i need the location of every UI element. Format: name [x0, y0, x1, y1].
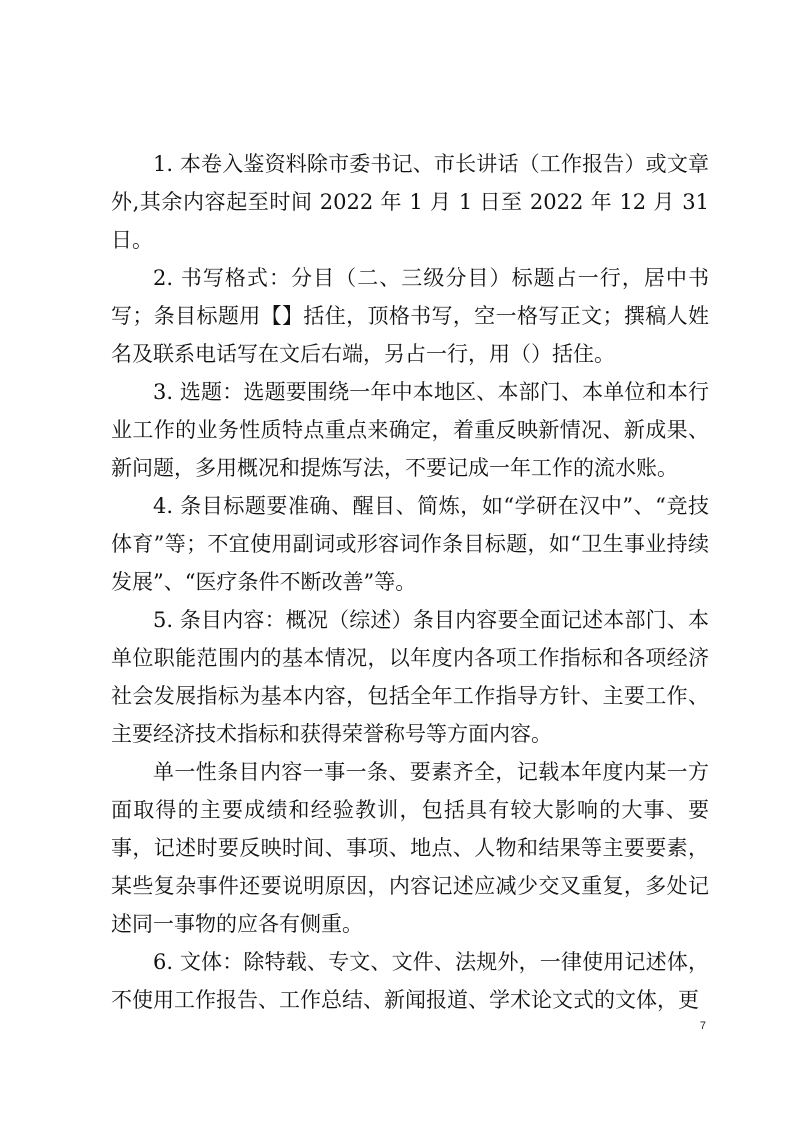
paragraph-2: 2. 书写格式：分目（二、三级分目）标题占一行，居中书写；条目标题用【】括住，顶格书写，空一格写正文；撰稿人姓名及联系电话写在文后右端，另占一行，用（）括住。: [111, 266, 709, 366]
paragraph-1: 1. 本卷入鉴资料除市委书记、市长讲话（工作报告）或文章外,其余内容起至时间 2022 年 1 月 1 日至 2022 年 12 月 31 日。: [111, 152, 709, 252]
paragraph-3: 3. 选题：选题要围绕一年中本地区、本部门、本单位和本行业工作的业务性质特点重点来确定，着重反映新情况、新成果、新问题，多用概况和提炼写法，不要记成一年工作的流水账。: [111, 380, 709, 480]
document-body: [111, 145, 709, 1019]
paragraph-4: 4. 条目标题要准确、醒目、简炼，如“学研在汉中”、“竞技体育”等；不宜使用副词或形容词作条目标题，如“卫生事业持续发展”、“医疗条件不断改善”等。: [111, 494, 709, 594]
paragraph-5: 5. 条目内容：概况（综述）条目内容要全面记述本部门、本单位职能范围内的基本情况，以年度内各项工作指标和各项经济社会发展指标为基本内容，包括全年工作指导方针、主要工作、主要经济技术指标和获得荣誉称号等方面内容。: [111, 608, 709, 746]
paragraph-6: 单一性条目内容一事一条、要素齐全，记载本年度内某一方面取得的主要成绩和经验教训，包括具有较大影响的大事、要事，记述时要反映时间、事项、地点、人物和结果等主要要素，某些复杂事件还要说明原因，内容记述应减少交叉重复，多处记述同一事物的应各有侧重。: [111, 760, 709, 936]
page-number: 7: [699, 1020, 706, 1032]
paragraph-7: 6. 文体：除特载、专文、文件、法规外，一律使用记述体，不使用工作报告、工作总结、新闻报道、学术论文式的文体，更: [111, 950, 709, 1012]
